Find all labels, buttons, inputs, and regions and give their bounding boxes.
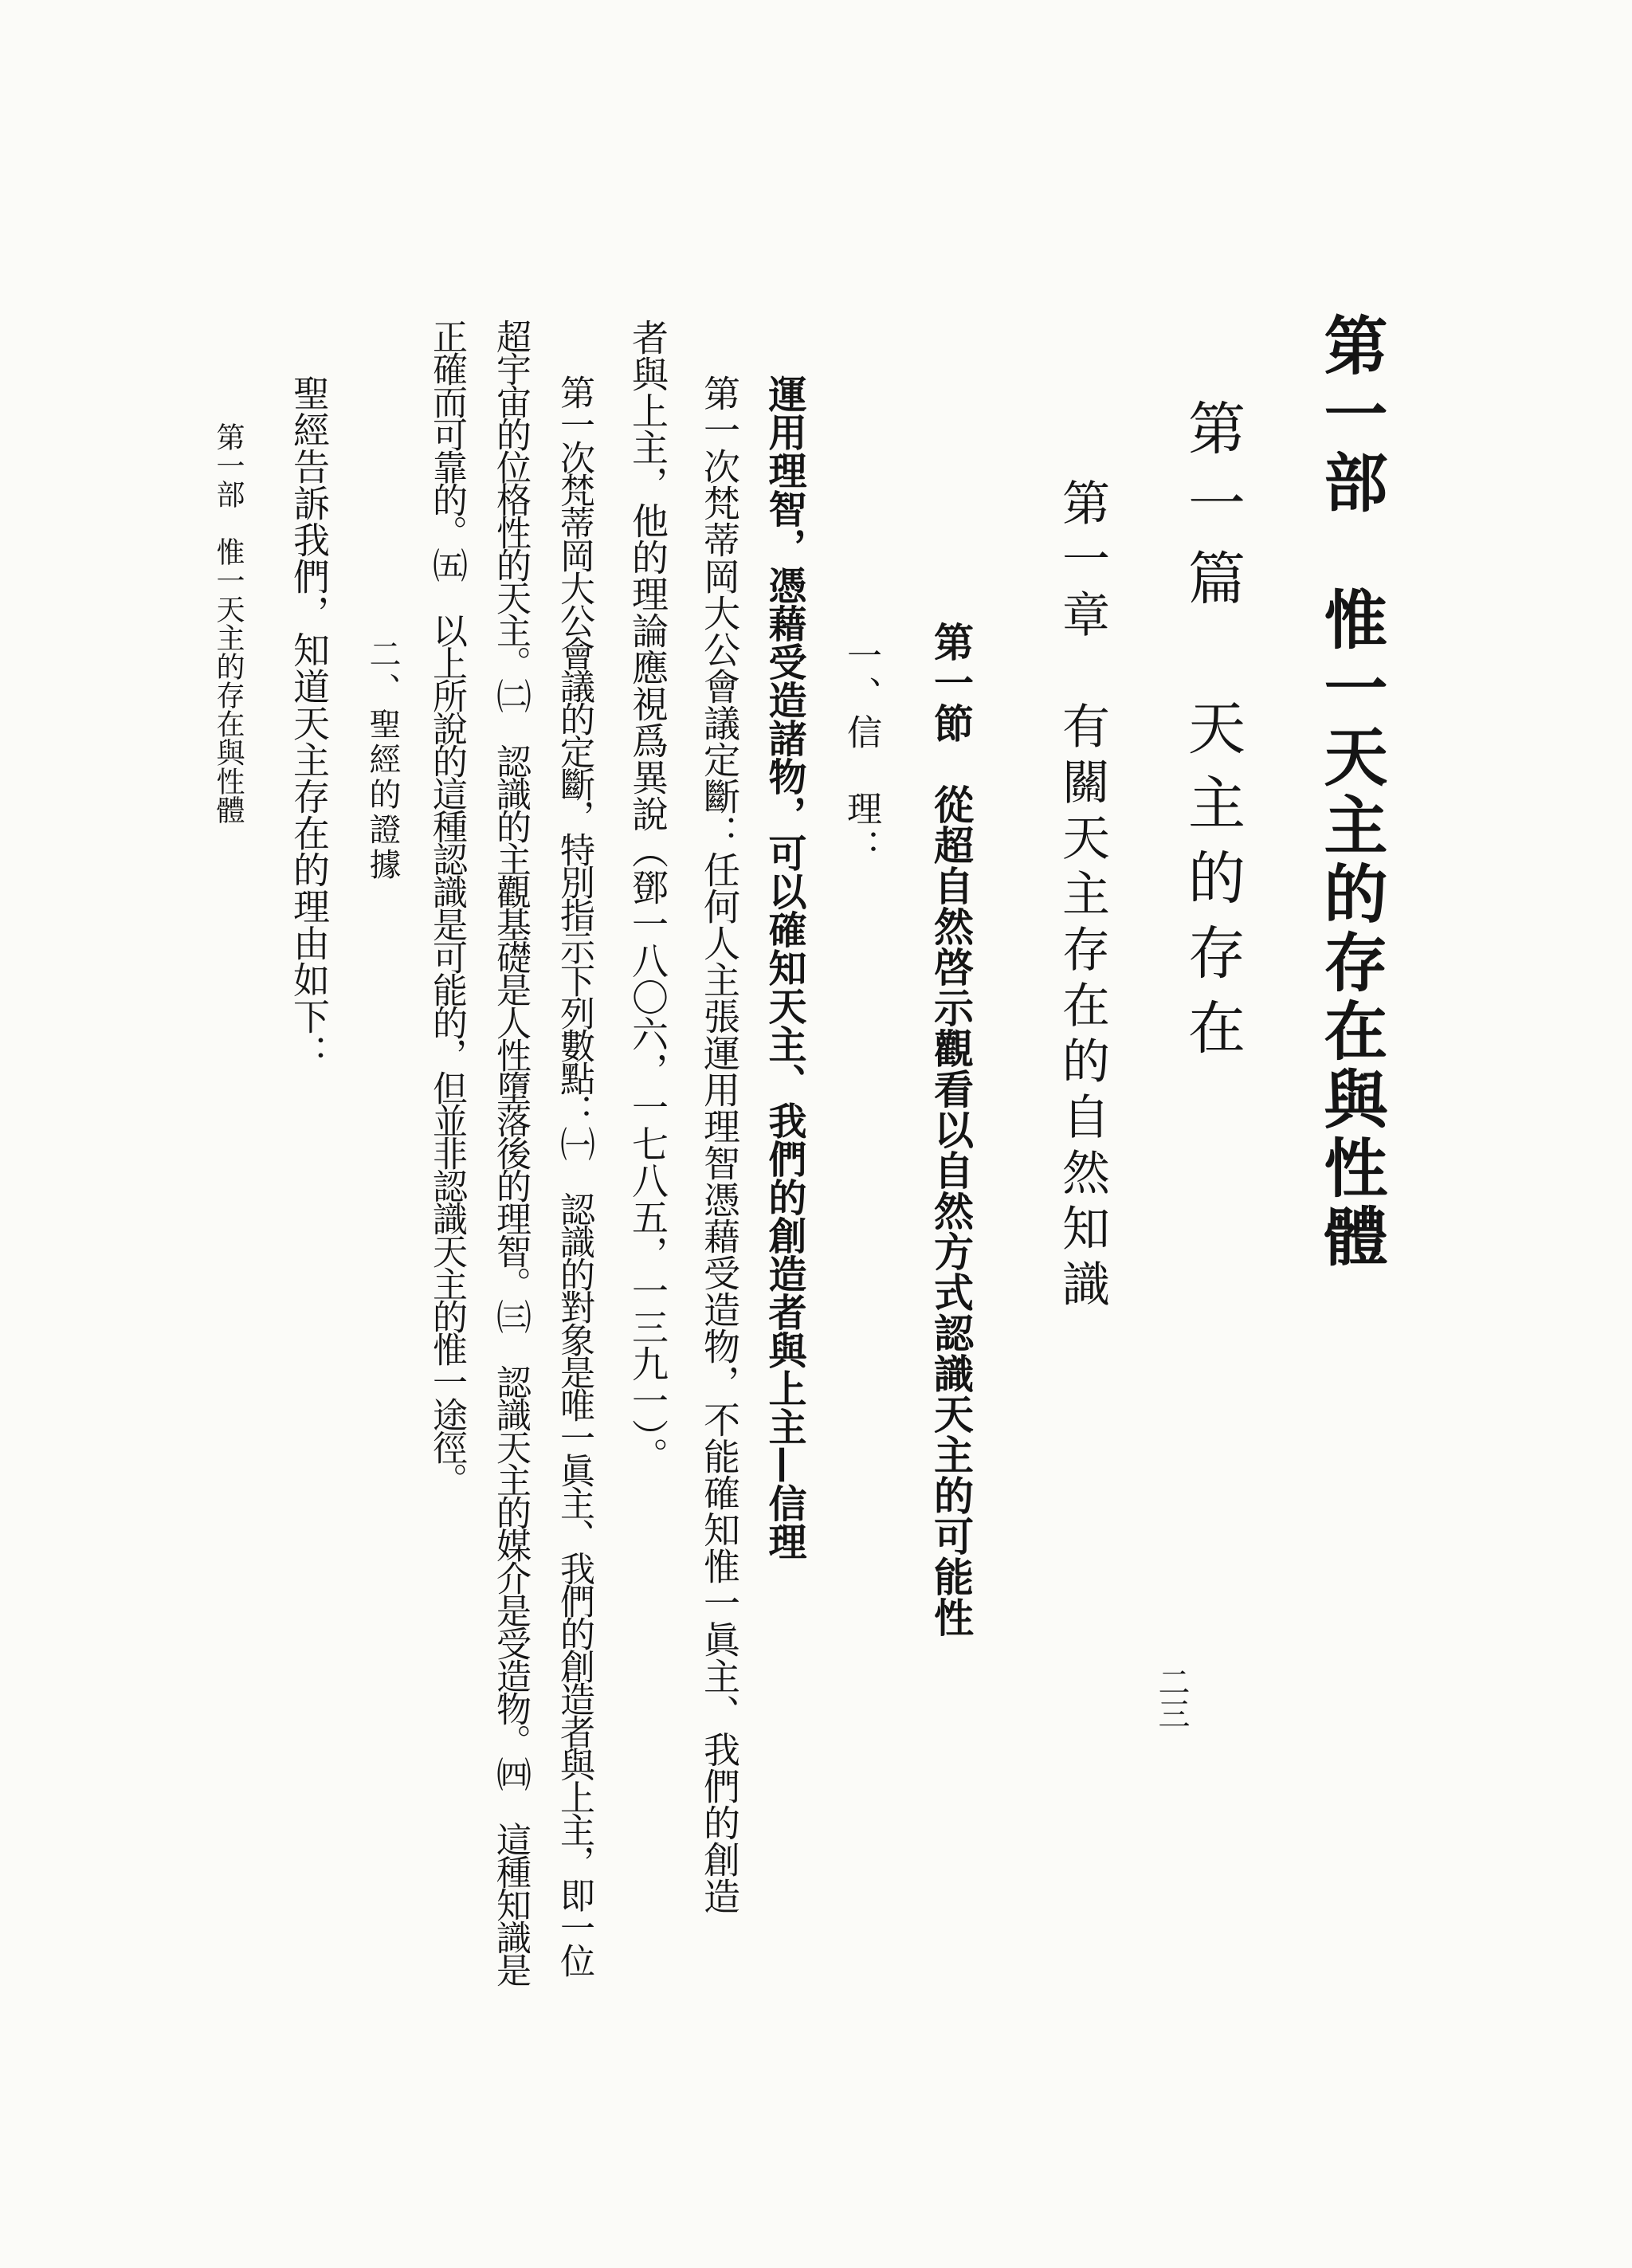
chapter-title: 第一章 有關天主存在的自然知識 bbox=[1054, 478, 1110, 1315]
paragraph1-line1: 第一次梵蒂岡大公會議定斷：任何人主張運用理智憑藉受造物，不能確知惟一眞主、我們的創造 bbox=[698, 375, 741, 1914]
article-title: 第一節 從超自然啓示觀看以自然方式認識天主的可能性 bbox=[928, 622, 974, 1638]
section-title: 第一篇 天主的存在 bbox=[1179, 398, 1246, 1073]
paragraph2-line2: 超宇宙的位格性的天主。㈡ 認識的主觀基礎是人性墮落後的理智。㈢ 認識天主的媒介是受造物。㈣ 這種知識是 bbox=[490, 319, 531, 1985]
paragraph2-line3: 正確而可靠的。㈤ 以上所說的這種認識是可能的，但並非認識天主的惟一途徑。 bbox=[426, 319, 467, 1495]
subsection2-heading: 二、聖經的證據 bbox=[364, 638, 401, 883]
paragraph2-line1: 第一次梵蒂岡大公會議的定斷，特別指示下列數點：㈠ 認識的對象是唯一眞主、我們的創造者與上主，即一位 bbox=[554, 375, 594, 1976]
page-number: 二三 bbox=[1153, 1666, 1190, 1729]
part-title: 第一部 惟一天主的存在與性體 bbox=[1313, 312, 1388, 1272]
subsection1-heading: 一、信 理： bbox=[841, 638, 881, 867]
running-title: 第一部 惟一天主的存在與性體 bbox=[212, 422, 245, 824]
paragraph1-line2: 者與上主，他的理論應視爲異說（鄧一八〇六，一七八五，一三九一）。 bbox=[626, 319, 669, 1473]
thesis-statement: 運用理智，憑藉受造諸物，可以確知天主、我們的創造者與上主—信理 bbox=[762, 375, 806, 1560]
subsection2-line1: 聖經告訴我們，知道天主存在的理由如下： bbox=[288, 375, 331, 1071]
